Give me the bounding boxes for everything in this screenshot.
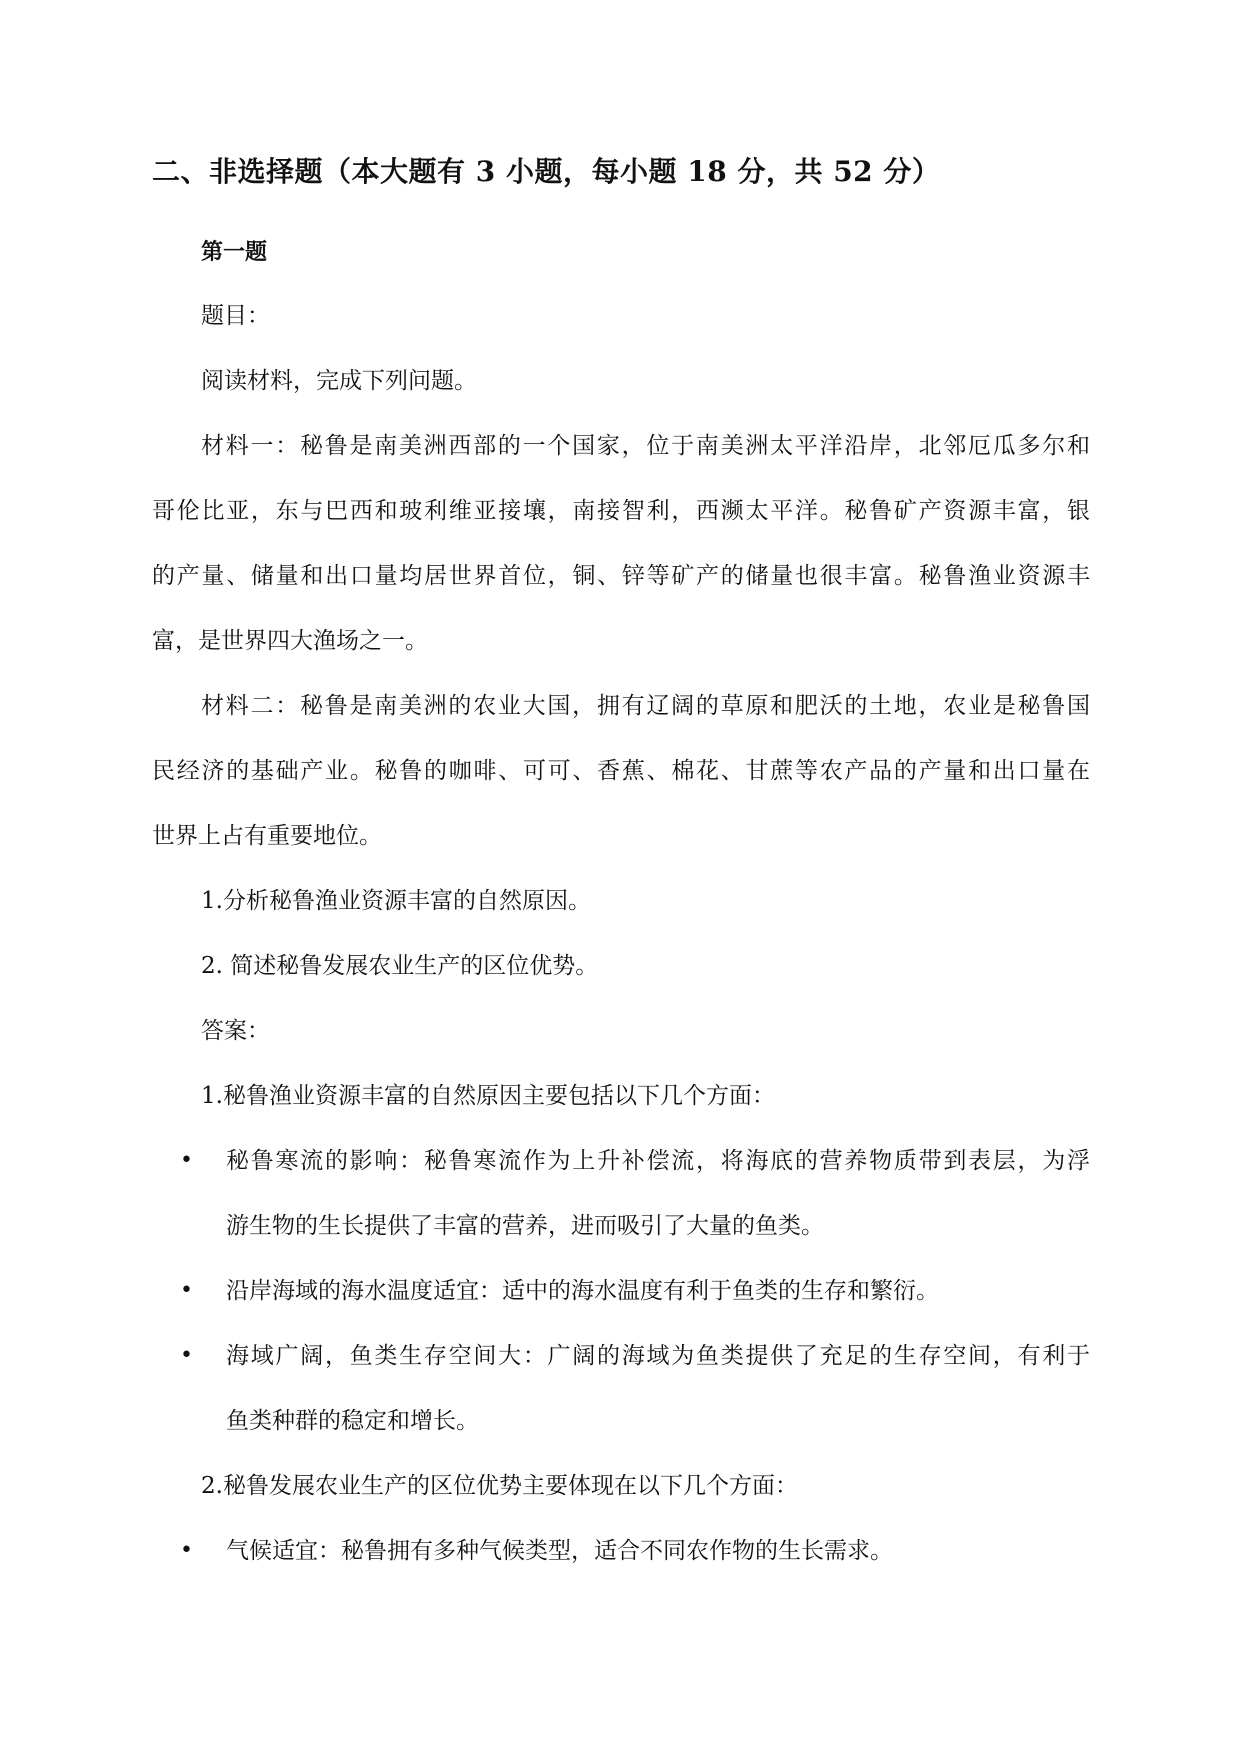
bullet-line: 秘鲁寒流的影响：秘鲁寒流作为上升补偿流，将海底的营养物质带到表层，为浮 bbox=[226, 1148, 1090, 1174]
answer-two-intro: 2.秘鲁发展农业生产的区位优势主要体现在以下几个方面： bbox=[201, 1473, 798, 1499]
material-two-line: 世界上占有重要地位。 bbox=[152, 823, 382, 849]
question-item: 2. 简述秘鲁发展农业生产的区位优势。 bbox=[201, 953, 599, 979]
material-one-line: 材料一：秘鲁是南美洲西部的一个国家，位于南美洲太平洋沿岸，北邻厄瓜多尔和 bbox=[201, 433, 1090, 459]
material-one-line: 哥伦比亚，东与巴西和玻利维亚接壤，南接智利，西濒太平洋。秘鲁矿产资源丰富，银 bbox=[152, 498, 1090, 524]
bullet-line: 鱼类种群的稳定和增长。 bbox=[226, 1408, 479, 1434]
section-title: 二、非选择题（本大题有 3 小题，每小题 18 分，共 52 分） bbox=[152, 155, 941, 188]
bullet-line: 海域广阔，鱼类生存空间大：广阔的海域为鱼类提供了充足的生存空间，有利于 bbox=[226, 1343, 1090, 1369]
bullet-line: 游生物的生长提供了丰富的营养，进而吸引了大量的鱼类。 bbox=[226, 1213, 824, 1239]
material-two-line: 材料二：秘鲁是南美洲的农业大国，拥有辽阔的草原和肥沃的土地，农业是秘鲁国 bbox=[201, 693, 1090, 719]
bullet-icon: • bbox=[180, 1343, 193, 1368]
bullet-line: 气候适宜：秘鲁拥有多种气候类型，适合不同农作物的生长需求。 bbox=[226, 1538, 893, 1564]
material-one-line: 富，是世界四大渔场之一。 bbox=[152, 628, 428, 654]
bullet-line: 沿岸海域的海水温度适宜：适中的海水温度有利于鱼类的生存和繁衍。 bbox=[226, 1278, 939, 1304]
bullet-icon: • bbox=[180, 1278, 193, 1303]
bullet-icon: • bbox=[180, 1538, 193, 1563]
answer-label: 答案： bbox=[201, 1018, 270, 1044]
bullet-icon: • bbox=[180, 1148, 193, 1173]
prompt-label: 题目： bbox=[201, 303, 270, 329]
answer-one-intro: 1.秘鲁渔业资源丰富的自然原因主要包括以下几个方面： bbox=[201, 1083, 775, 1109]
instruction-text: 阅读材料，完成下列问题。 bbox=[201, 368, 477, 394]
question-item: 1.分析秘鲁渔业资源丰富的自然原因。 bbox=[201, 888, 591, 914]
material-two-line: 民经济的基础产业。秘鲁的咖啡、可可、香蕉、棉花、甘蔗等农产品的产量和出口量在 bbox=[152, 758, 1090, 784]
material-one-line: 的产量、储量和出口量均居世界首位，铜、锌等矿产的储量也很丰富。秘鲁渔业资源丰 bbox=[152, 563, 1090, 589]
question-heading: 第一题 bbox=[201, 239, 268, 265]
